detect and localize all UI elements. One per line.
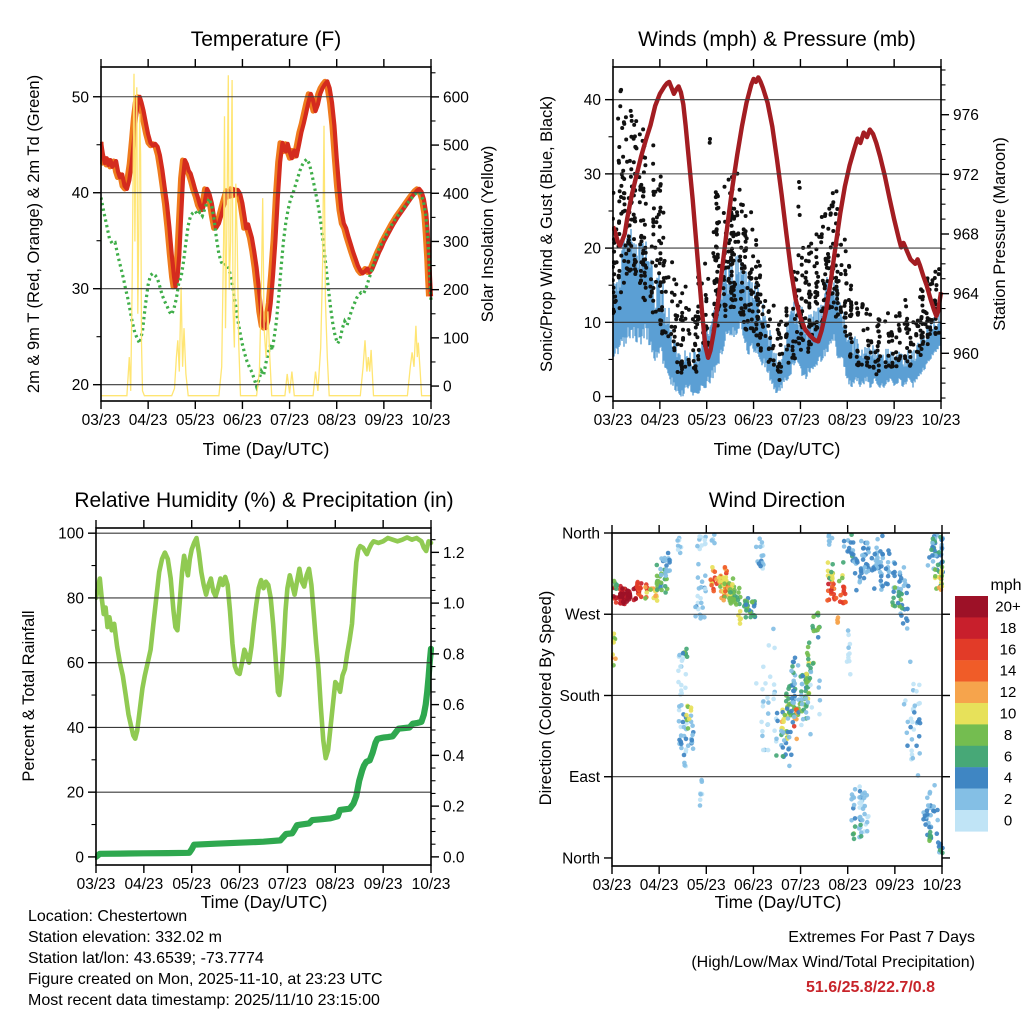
y-tick-label-left: 40 <box>583 92 601 110</box>
legend-swatch <box>955 639 988 661</box>
y-axis-label-direction-left: Direction (Colored By Speed) <box>537 590 555 806</box>
x-tick-label: 05/23 <box>175 412 215 429</box>
y-tick-label-left: North <box>562 850 600 868</box>
x-tick-label: 05/23 <box>686 877 726 894</box>
legend-swatch <box>955 767 988 789</box>
panel-title-winds-pressure: Winds (mph) & Pressure (mb) <box>638 28 916 51</box>
legend-label: 0 <box>1003 812 1013 830</box>
x-axis-label-direction: Time (Day/UTC) <box>714 892 842 912</box>
y-tick-label-right: 964 <box>953 286 979 304</box>
direction-dots <box>609 532 945 855</box>
x-tick-label: 03/23 <box>592 877 632 894</box>
y-tick-label-left: East <box>568 769 600 787</box>
x-tick-label: 09/23 <box>363 876 403 893</box>
y-tick-label-right: 400 <box>443 185 469 203</box>
y-tick-label-right: 0.6 <box>443 697 465 715</box>
rh-precip-plot <box>58 520 465 893</box>
x-tick-label: 08/23 <box>315 876 355 893</box>
rh-precip-frame <box>96 528 431 865</box>
rh-line <box>96 537 431 758</box>
panel-title-wind-direction: Wind Direction <box>708 489 846 512</box>
y-tick-label-right: 100 <box>443 330 469 348</box>
x-tick-label: 09/23 <box>874 412 914 429</box>
t2m-line <box>101 81 431 328</box>
extremes-block <box>691 925 975 1000</box>
x-tick-label: 07/23 <box>781 877 820 894</box>
y-tick-label-left: 0 <box>592 389 601 407</box>
y-axis-label-solar-right: Solar Insolation (Yellow) <box>479 145 497 323</box>
y-tick-label-left: 20 <box>583 240 601 258</box>
solar-line <box>101 74 431 396</box>
station-location: Location: Chestertown <box>28 908 188 925</box>
y-tick-label-right: 0.2 <box>443 798 465 816</box>
x-tick-label: 10/23 <box>411 876 451 893</box>
x-tick-label: 09/23 <box>875 877 915 894</box>
station-elevation: Station elevation: 332.02 m <box>28 929 222 946</box>
legend-swatch <box>955 810 988 832</box>
y-tick-label-right: 968 <box>953 226 979 244</box>
legend-swatch <box>955 596 988 618</box>
figure-created: Figure created on Mon, 2025-11-10, at 23:23 UTC <box>28 971 383 988</box>
x-tick-label: 06/23 <box>734 877 773 894</box>
x-tick-label: 06/23 <box>220 876 259 893</box>
rh-precip-series-area <box>96 537 431 857</box>
y-tick-label-left: 30 <box>71 281 89 299</box>
legend-label: 14 <box>999 662 1017 680</box>
y-tick-label-right: 200 <box>443 282 469 300</box>
legend-label: 20+ <box>995 598 1021 616</box>
y-tick-label-left: North <box>562 525 600 543</box>
y-tick-label-left: 80 <box>66 590 84 608</box>
x-tick-label: 10/23 <box>922 877 962 894</box>
y-axis-label-temperature-left: 2m & 9m T (Red, Orange) & 2m Td (Green) <box>25 74 43 394</box>
y-tick-label-right: 972 <box>953 166 979 184</box>
y-axis-label-rh-left: Percent & Total Rainfall <box>20 610 38 782</box>
y-tick-label-left: 60 <box>66 655 84 673</box>
x-tick-label: 07/23 <box>270 412 309 429</box>
winds-pressure-series-area <box>611 77 941 396</box>
y-tick-label-right: 960 <box>953 345 979 363</box>
x-tick-label: 06/23 <box>734 412 773 429</box>
x-axis-label-winds: Time (Day/UTC) <box>713 439 841 459</box>
legend-label: 8 <box>1003 726 1013 744</box>
y-tick-label-left: 40 <box>66 719 84 737</box>
legend-label: 12 <box>999 684 1017 702</box>
y-tick-label-right: 0 <box>443 378 452 396</box>
y-tick-label-left: 10 <box>583 314 601 332</box>
y-tick-label-right: 1.2 <box>443 544 465 562</box>
x-tick-label: 07/23 <box>781 412 820 429</box>
y-tick-label-right: 500 <box>443 137 469 155</box>
data-timestamp: Most recent data timestamp: 2025/11/10 23:15:00 <box>28 992 380 1009</box>
legend-title: mph <box>990 577 1022 594</box>
y-tick-label-right: 0.8 <box>443 646 465 664</box>
extremes-subtitle: (High/Low/Max Wind/Total Precipitation) <box>691 954 975 971</box>
x-tick-label: 10/23 <box>921 412 961 429</box>
y-tick-label-left: 50 <box>71 89 89 107</box>
legend-swatch <box>955 682 988 704</box>
legend-swatch <box>955 660 988 682</box>
y-tick-label-left: 20 <box>66 784 84 802</box>
legend-label: 16 <box>999 641 1017 659</box>
legend-label: 18 <box>999 619 1017 637</box>
x-tick-label: 05/23 <box>687 412 727 429</box>
legend-swatch <box>955 746 988 768</box>
y-tick-label-left: 100 <box>58 525 84 543</box>
y-tick-label-left: South <box>559 687 600 705</box>
x-tick-label: 09/23 <box>364 412 404 429</box>
x-tick-label: 04/23 <box>640 412 680 429</box>
x-tick-label: 08/23 <box>828 877 868 894</box>
x-tick-label: 05/23 <box>172 876 212 893</box>
x-tick-label: 04/23 <box>128 412 168 429</box>
temperature-series-area <box>101 74 431 396</box>
station-latlon: Station lat/lon: 43.6539; -73.7774 <box>28 950 264 967</box>
x-tick-label: 08/23 <box>827 412 867 429</box>
x-tick-label: 03/23 <box>76 876 116 893</box>
x-tick-label: 04/23 <box>639 877 679 894</box>
legend-label: 6 <box>1003 748 1013 766</box>
legend-label: 2 <box>1003 791 1013 809</box>
y-axis-label-wind-left: Sonic/Prop Wind & Gust (Blue, Black) <box>538 95 556 373</box>
y-tick-label-left: 0 <box>75 849 84 867</box>
legend-swatch <box>955 724 988 746</box>
speed-legend <box>955 577 1022 832</box>
panel-title-temperature: Temperature (F) <box>190 28 342 51</box>
y-tick-label-right: 0.0 <box>443 849 465 867</box>
y-tick-label-left: West <box>564 606 600 624</box>
legend-swatch <box>955 703 988 725</box>
station-info <box>28 906 383 1011</box>
x-axis-label-rh: Time (Day/UTC) <box>200 892 328 912</box>
winds-pressure-plot <box>584 59 979 429</box>
wind-direction-plot <box>559 525 961 894</box>
y-tick-label-left: 30 <box>583 166 601 184</box>
y-tick-label-right: 1.0 <box>443 595 465 613</box>
x-tick-label: 03/23 <box>81 412 121 429</box>
y-tick-label-left: 40 <box>71 185 89 203</box>
x-tick-label: 04/23 <box>124 876 164 893</box>
x-tick-label: 08/23 <box>317 412 357 429</box>
wind-direction-series-area <box>609 532 945 855</box>
x-tick-label: 06/23 <box>223 412 262 429</box>
x-axis-label-temperature: Time (Day/UTC) <box>202 439 330 459</box>
y-tick-label-right: 300 <box>443 233 469 251</box>
temperature-plot <box>72 59 469 429</box>
legend-label: 10 <box>999 705 1017 723</box>
extremes-values: 51.6/25.8/22.7/0.8 <box>806 979 935 996</box>
y-axis-label-pressure-right: Station Pressure (Maroon) <box>991 137 1009 331</box>
y-tick-label-right: 600 <box>443 89 469 107</box>
extremes-title: Extremes For Past 7 Days <box>788 929 975 946</box>
x-tick-label: 07/23 <box>268 876 307 893</box>
legend-swatch <box>955 617 988 639</box>
y-tick-label-right: 0.4 <box>443 747 465 765</box>
x-tick-label: 10/23 <box>411 412 451 429</box>
panel-title-rh-precip: Relative Humidity (%) & Precipitation (in) <box>74 489 454 512</box>
legend-swatch <box>955 789 988 811</box>
x-tick-label: 03/23 <box>593 412 633 429</box>
t9m-line <box>101 81 429 328</box>
y-tick-label-right: 976 <box>953 107 979 125</box>
legend-label: 4 <box>1003 769 1013 787</box>
y-tick-label-left: 20 <box>71 377 89 395</box>
